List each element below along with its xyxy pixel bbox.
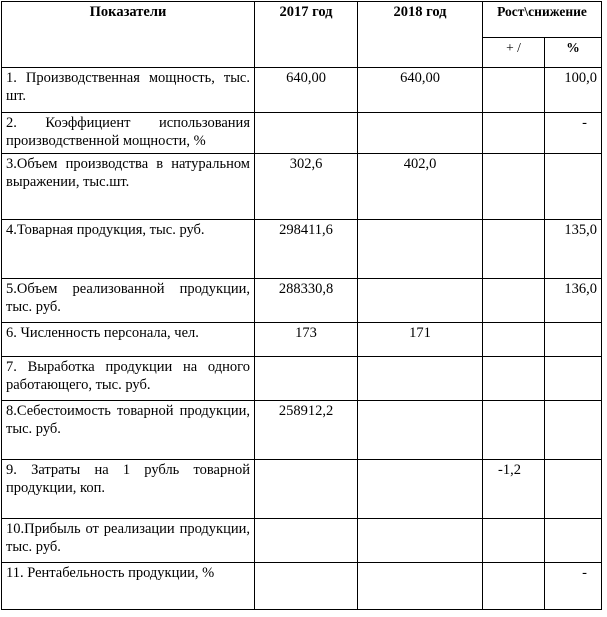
table-row [2,519,602,563]
row-2018: 171 [358,323,483,357]
row-pct [545,323,602,357]
row-abs [483,563,545,610]
row-2017 [255,113,358,154]
row-pct [545,154,602,220]
row-label: 3.Объем производства в натуральном выражении, тыс.шт. [2,154,255,220]
header-2017: 2017 год [255,2,358,68]
row-pct: 135,0 [545,220,602,279]
row-2018 [358,220,483,279]
row-2018 [358,401,483,460]
row-2017 [255,357,358,401]
row-label: 5.Объем реализованной продукции, тыс. руб. [2,279,255,323]
row-pct: 136,0 [545,279,602,323]
row-abs [483,154,545,220]
row-2017: 173 [255,323,358,357]
table-row [2,154,602,220]
row-abs [483,323,545,357]
row-pct [545,401,602,460]
row-2018 [358,563,483,610]
row-pct: - [545,113,602,154]
row-2017 [255,519,358,563]
table-row [2,68,602,113]
row-2018 [358,357,483,401]
row-pct [545,460,602,519]
row-label: 2. Коэффициент использования производственной мощности, % [2,113,255,154]
row-abs [483,68,545,113]
row-2018: 640,00 [358,68,483,113]
header-2018: 2018 год [358,2,483,68]
header-indicators: Показатели [2,2,255,68]
table-row [2,563,602,610]
row-abs [483,113,545,154]
table-row [2,357,602,401]
header-change: Рост\снижение [483,2,602,38]
row-label: 4.Товарная продукция, тыс. руб. [2,220,255,279]
row-abs: -1,2 [483,460,545,519]
table-row [2,113,602,154]
table-row [2,323,602,357]
table-row [2,279,602,323]
header-change-pct: % [545,38,602,68]
table-row [2,401,602,460]
row-abs [483,279,545,323]
row-2017: 302,6 [255,154,358,220]
row-2018: 402,0 [358,154,483,220]
row-2017 [255,563,358,610]
row-2018 [358,460,483,519]
row-label: 10.Прибыль от реализации продукции, тыс. руб. [2,519,255,563]
header-change-abs: + / [483,38,545,68]
row-2017: 258912,2 [255,401,358,460]
row-2017: 640,00 [255,68,358,113]
row-2018 [358,279,483,323]
row-label: 6. Численность персонала, чел. [2,323,255,357]
row-label: 7. Выработка продукции на одного работающего, тыс. руб. [2,357,255,401]
row-pct: - [545,563,602,610]
row-abs [483,220,545,279]
row-2018 [358,113,483,154]
row-2017: 288330,8 [255,279,358,323]
row-2017 [255,460,358,519]
row-label: 1. Производственная мощность, тыс. шт. [2,68,255,113]
row-2018 [358,519,483,563]
row-label: 9. Затраты на 1 рубль товарной продукции, коп. [2,460,255,519]
row-label: 8.Себестоимость товарной продукции, тыс. руб. [2,401,255,460]
row-2017: 298411,6 [255,220,358,279]
indicators-table [1,1,602,610]
row-pct [545,357,602,401]
row-abs [483,401,545,460]
row-abs [483,357,545,401]
row-pct: 100,0 [545,68,602,113]
row-pct [545,519,602,563]
table-row [2,460,602,519]
row-label: 11. Рентабельность продукции, % [2,563,255,610]
table-row [2,220,602,279]
row-abs [483,519,545,563]
